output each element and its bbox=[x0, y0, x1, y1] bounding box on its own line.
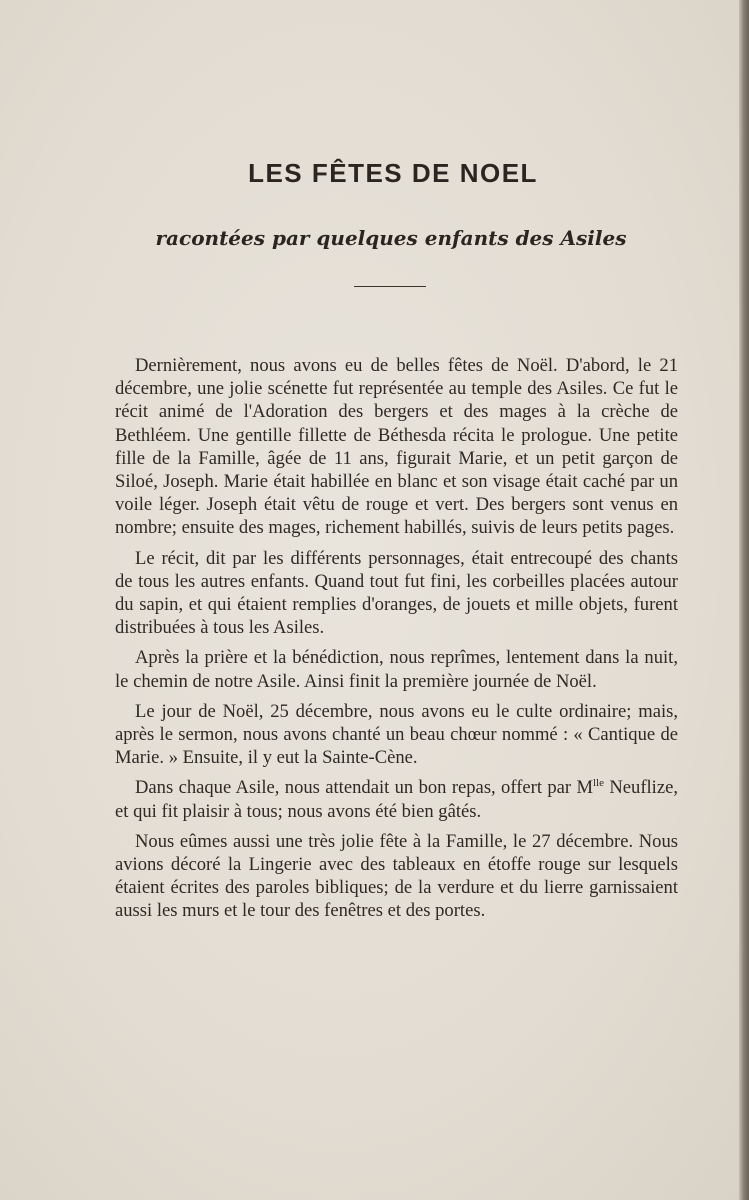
paragraph-5 bbox=[115, 776, 678, 822]
page-subtitle: racontées par quelques enfants des Asiles bbox=[155, 226, 627, 250]
title-divider bbox=[354, 286, 426, 287]
paragraph-1: Dernièrement, nous avons eu de belles fêtes de Noël. D'abord, le 21 décembre, une jolie scénette fut représentée au temple des Asiles. Ce fut le récit animé de l'Adoration des bergers et des mages à la crèche de Bethléem. Une gentille fillette de Béthesda récita le prologue. Une petite fille de la Famille, âgée de 11 ans, figurait Marie, et un petit garçon de Siloé, Joseph. Marie était habillée en blanc et son visage était caché par un voile léger. Joseph était vêtu de rouge et vert. Des bergers sont venus en nombre; ensuite des mages, richement habillés, suivis de leurs petits pages. bbox=[115, 355, 678, 539]
paragraph-6: Nous eûmes aussi une très jolie fête à la Famille, le 27 décembre. Nous avions décoré la Lingerie avec des tableaux en étoffe rouge sur lesquels étaient écrites des paroles bibliques; de la verdure et du lierre garnissaient aussi les murs et le tour des fenêtres et des portes. bbox=[115, 830, 678, 922]
paragraph-5-end: Neuflize, et qui fit plaisir à tous; nous avons été bien gâtés. bbox=[115, 777, 678, 822]
paragraph-2: Le récit, dit par les différents personnages, était entrecoupé des chants de tous les autres enfants. Quand tout fut fini, les corbeilles placées autour du sapin, et qui étaient remplies d'oranges, de jouets et mille objets, furent distribuées à tous les Asiles. bbox=[115, 547, 678, 639]
title-abbreviation: lle bbox=[592, 777, 604, 790]
page-edge-shadow bbox=[739, 0, 749, 1200]
paragraph-4: Le jour de Noël, 25 décembre, nous avons eu le culte ordinaire; mais, après le sermon, nous avons chanté un beau chœur nommé : « Cantique de Marie. » Ensuite, il y eut la Sainte-Cène. bbox=[115, 700, 678, 769]
article-body bbox=[115, 354, 678, 930]
paragraph-5-start: Dans chaque Asile, nous attendait un bon repas, offert par M bbox=[135, 777, 593, 799]
paragraph-3: Après la prière et la bénédiction, nous reprîmes, lentement dans la nuit, le chemin de notre Asile. Ainsi finit la première journée de Noël. bbox=[115, 647, 678, 692]
page-title: LES FÊTES DE NOEL bbox=[248, 158, 538, 188]
